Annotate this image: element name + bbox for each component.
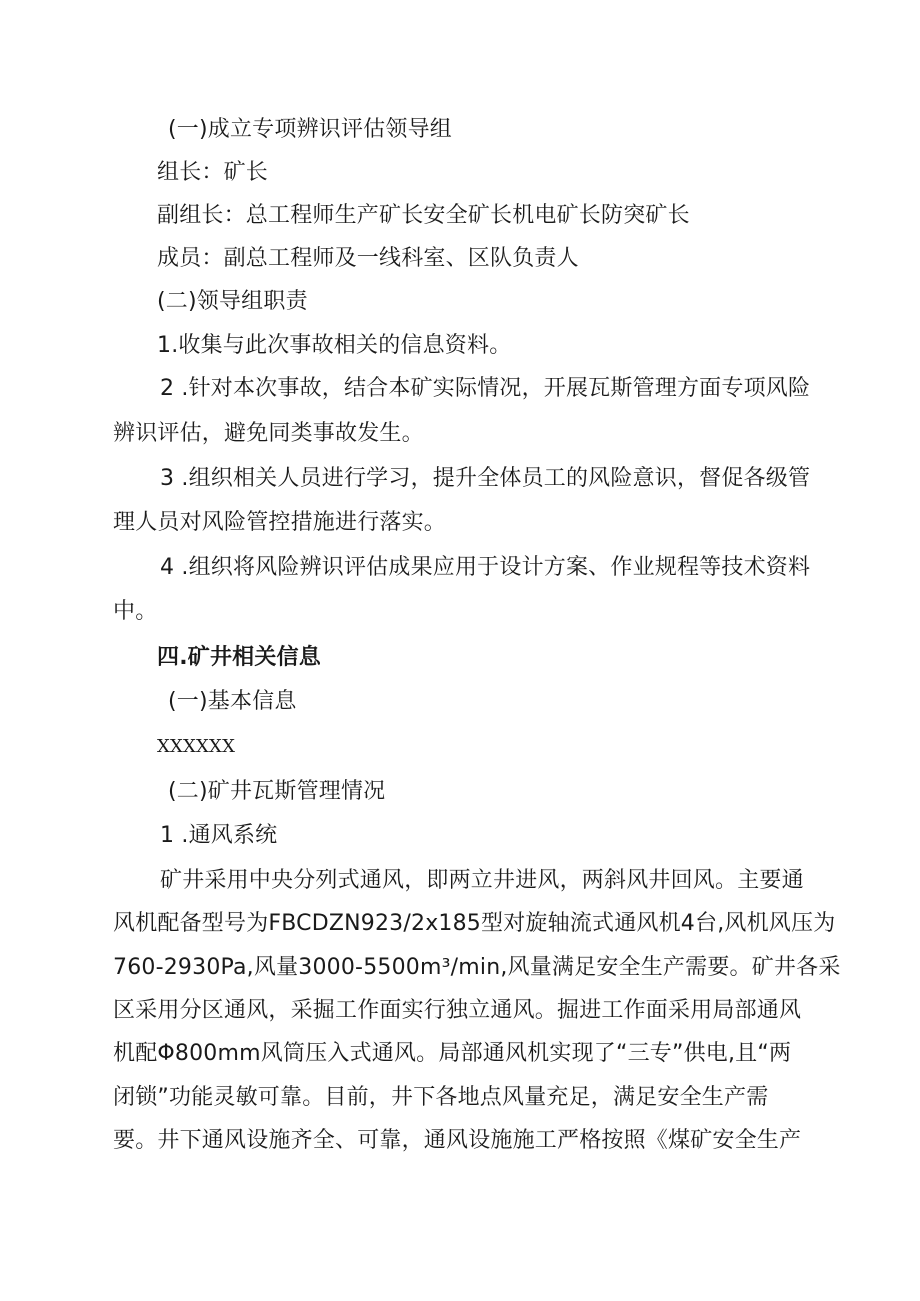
members-line: 成员：副总工程师及一线科室、区队负责人: [157, 246, 579, 271]
ventilation-paragraph-line-6: 闭锁”功能灵敏可靠。目前，井下各地点风量充足，满足安全生产需: [113, 1085, 769, 1110]
section-4-heading: 四.矿井相关信息: [157, 645, 321, 670]
duty-item-3-line-1: 3 .组织相关人员进行学习，提升全体员工的风险意识，督促各级管: [160, 466, 811, 491]
section-4-2-heading: (二)矿井瓦斯管理情况: [168, 779, 386, 804]
section-3-1-heading: (一)成立专项辨识评估领导组: [168, 117, 452, 142]
ventilation-paragraph-line-7: 要。井下通风设施齐全、可靠，通风设施施工严格按照《煤矿安全生产: [113, 1128, 802, 1153]
ventilation-paragraph-line-1: 矿井采用中央分列式通风，即两立井进风，两斜风井回风。主要通: [160, 868, 804, 893]
leader-line: 组长：矿长: [157, 160, 269, 185]
duty-item-4-line-2: 中。: [113, 599, 158, 624]
duty-item-4-line-1: 4 .组织将风险辨识评估成果应用于设计方案、作业规程等技术资料: [160, 555, 811, 580]
section-4-1-heading: (一)基本信息: [168, 689, 297, 714]
ventilation-paragraph-line-3: 760-2930Pa,风量3000-5500m³/min,风量满足安全生产需要。矿井各采: [113, 955, 841, 980]
duty-item-1: 1.收集与此次事故相关的信息资料。: [157, 333, 512, 358]
subsection-ventilation-heading: 1 .通风系统: [160, 823, 278, 848]
ventilation-paragraph-line-4: 区采用分区通风，采掘工作面实行独立通风。掘进工作面采用局部通风: [113, 998, 802, 1023]
duty-item-2-line-2: 辨识评估，避免同类事故发生。: [113, 421, 424, 446]
deputy-leader-line: 副组长：总工程师生产矿长安全矿长机电矿长防突矿长: [157, 203, 690, 228]
duty-item-3-line-2: 理人员对风险管控措施进行落实。: [113, 510, 447, 535]
duty-item-2-line-1: 2 .针对本次事故，结合本矿实际情况，开展瓦斯管理方面专项风险: [160, 376, 811, 401]
ventilation-paragraph-line-5: 机配Φ800mm风筒压入式通风。局部通风机实现了“三专”供电,且“两: [113, 1041, 792, 1066]
ventilation-paragraph-line-2: 风机配备型号为FBCDZN923/2x185型对旋轴流式通风机4台,风机风压为: [113, 911, 836, 936]
basic-info-placeholder: XXXXXX: [157, 736, 236, 757]
section-3-2-heading: (二)领导组职责: [157, 289, 308, 314]
